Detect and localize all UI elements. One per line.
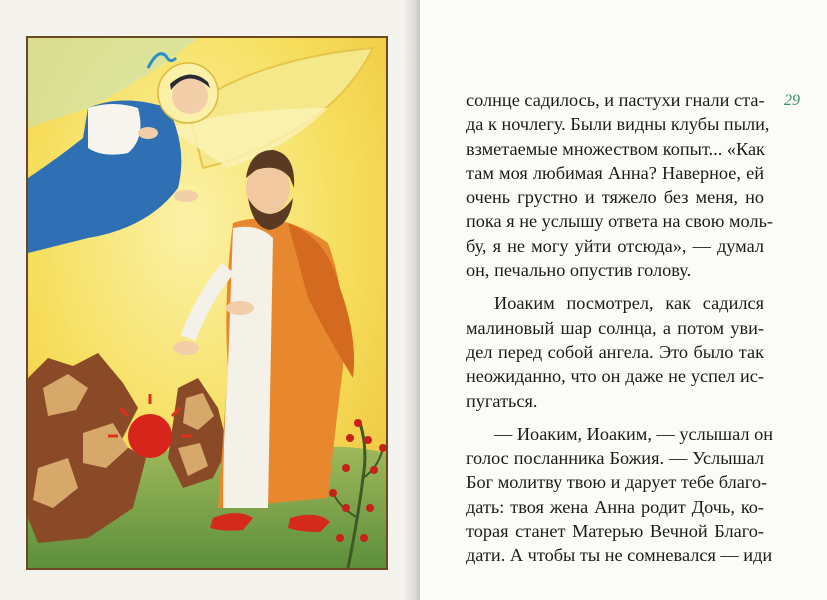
text-line: очень грустно и тяжело без меня, но xyxy=(466,187,764,208)
text-line: взметаемые множеством копыт... «Как xyxy=(466,138,765,159)
text-line: бу, я не могу уйти отсюда», — думал xyxy=(466,235,764,256)
page-number: 29 xyxy=(784,92,800,109)
text-line: дел перед собой ангела. Это было так xyxy=(466,341,764,362)
illustration-angel-and-joachim xyxy=(26,36,388,570)
text-line: дати. А чтобы ты не сомневался — иди xyxy=(466,545,773,566)
paragraph-spacer xyxy=(466,282,764,291)
text-line: там моя любимая Анна? Наверное, ей xyxy=(466,162,764,183)
text-line: пока я не услышу ответа на свою моль- xyxy=(466,211,774,232)
left-page xyxy=(0,0,411,600)
text-line: неожиданно, что он даже не успел ис- xyxy=(466,366,764,387)
text-line: да к ночлегу. Были видны клубы пыли, xyxy=(466,114,770,135)
text-line: он, печально опустив голову. xyxy=(466,260,692,281)
text-line: торая станет Матерью Вечной Благо- xyxy=(466,521,764,542)
text-line: Бог молитву твою и дарует тебе благо- xyxy=(466,472,768,493)
body-text xyxy=(466,88,774,568)
text-line: дать: твоя жена Анна родит Дочь, ко- xyxy=(466,496,764,517)
paragraph-spacer xyxy=(466,413,764,422)
text-line: солнце садилось, и пастухи гнали ста- xyxy=(466,90,765,110)
text-line: голос посланника Божия. — Услышал xyxy=(466,448,764,469)
text-line: — Иоаким, Иоаким, — услышал он xyxy=(494,423,773,444)
text-line: пугаться. xyxy=(466,390,538,411)
text-line: малиновый шар солнца, а потом уви- xyxy=(466,317,764,338)
illustration-art xyxy=(28,38,386,568)
text-line: Иоаким посмотрел, как садился xyxy=(494,293,764,314)
